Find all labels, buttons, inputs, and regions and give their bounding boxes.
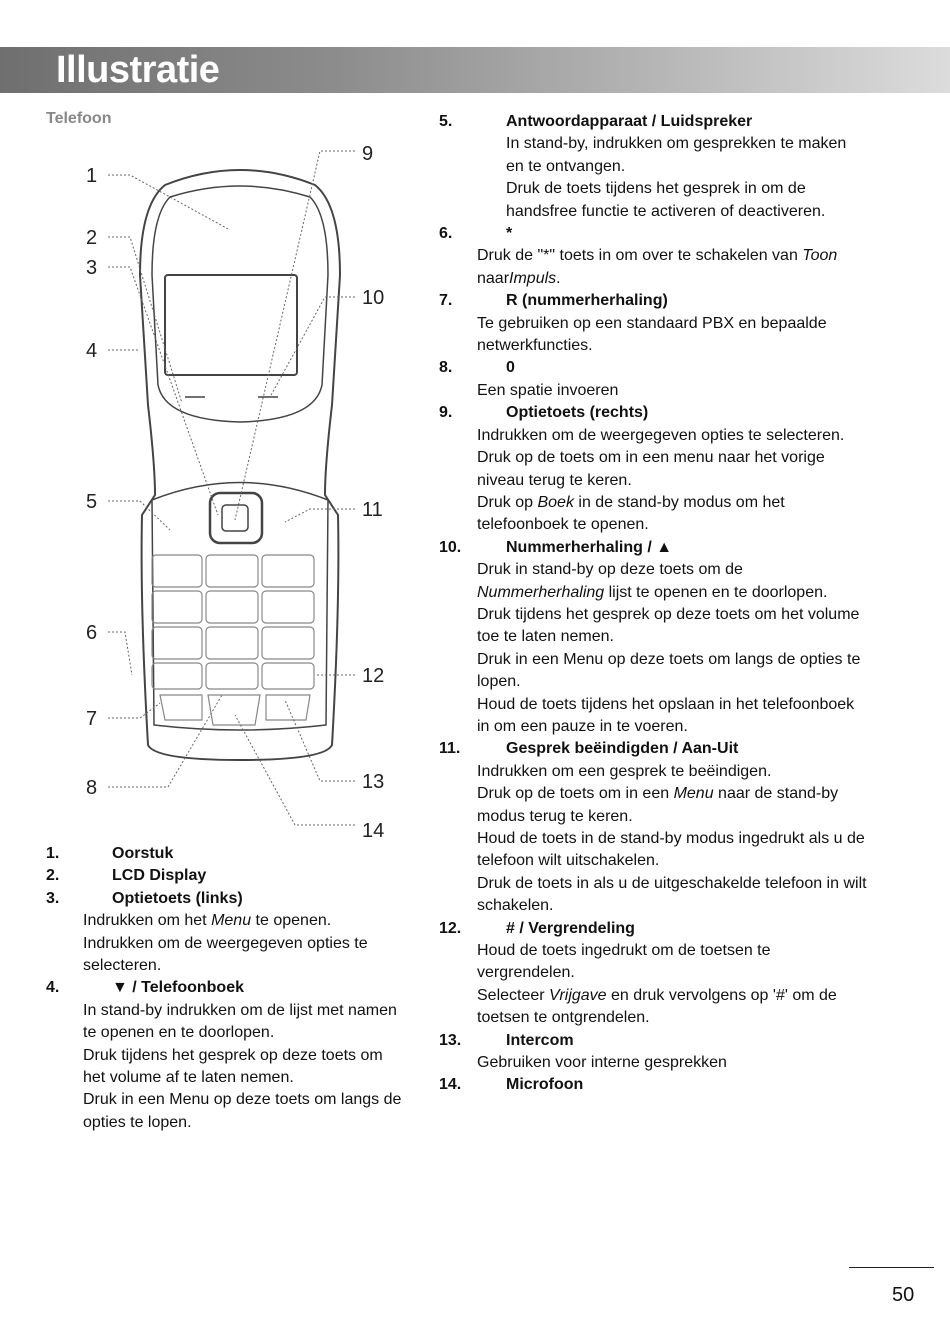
text-run: Druk de "*" toets in om over te schakelen van	[477, 247, 803, 265]
description-line	[477, 380, 909, 402]
text-run: Druk de toets in als u de uitgeschakelde telefoon in wilt	[477, 874, 867, 892]
text-run: toetsen te ontgrendelen.	[477, 1009, 650, 1027]
page-number: 50	[892, 1284, 915, 1306]
description-line	[477, 604, 909, 626]
text-run: Indrukken om de weergegeven opties te selecteren.	[477, 426, 845, 444]
emphasis-text: Menu	[673, 785, 714, 803]
item-description	[439, 559, 909, 738]
callout-8: 8	[86, 777, 98, 799]
item-number: 12.	[439, 919, 462, 937]
description-line	[506, 201, 909, 223]
description-line	[477, 268, 909, 290]
item-title: Intercom	[506, 1031, 574, 1049]
item-number: 11.	[439, 740, 461, 758]
description-line	[477, 783, 909, 805]
text-run: Indrukken om de weergegeven opties te	[83, 934, 368, 952]
list-item	[439, 738, 909, 917]
description-line	[477, 492, 909, 514]
description-line	[477, 582, 909, 604]
callout-11: 11	[362, 499, 383, 521]
description-line	[83, 933, 436, 955]
text-run: en te ontvangen.	[506, 157, 626, 175]
phone-upper-panel	[152, 186, 328, 422]
text-run: Druk in stand-by op deze toets om de	[477, 561, 743, 579]
text-run: In stand-by, indrukken om gesprekken te maken	[506, 135, 847, 153]
description-line	[477, 873, 909, 895]
emphasis-text: Boek	[537, 493, 574, 511]
text-run: lopen.	[477, 673, 521, 691]
description-line	[506, 156, 909, 178]
text-run: Houd de toets tijdens het opslaan in het telefoonboek	[477, 695, 855, 713]
description-line	[477, 425, 909, 447]
description-line	[506, 133, 909, 155]
description-line	[83, 1067, 436, 1089]
item-description	[439, 1052, 909, 1074]
text-run: modus terug te keren.	[477, 807, 633, 825]
description-line	[83, 1089, 436, 1111]
item-number: 4.	[46, 979, 60, 997]
description-line	[83, 955, 436, 977]
item-description	[439, 761, 909, 918]
item-description	[439, 313, 909, 358]
callout-5: 5	[86, 491, 98, 513]
lcd-screen	[165, 275, 297, 375]
item-number: 13.	[439, 1031, 462, 1049]
description-line	[477, 985, 909, 1007]
description-line	[477, 447, 909, 469]
list-item	[46, 865, 436, 887]
description-line	[477, 514, 909, 536]
text-run: Selecteer	[477, 986, 550, 1004]
item-title: LCD Display	[112, 867, 207, 885]
text-run: Druk tijdens het gesprek op deze toets om het volume	[477, 605, 860, 623]
item-description	[46, 1000, 436, 1134]
emphasis-text: Vrijgave	[549, 986, 607, 1004]
text-run: handsfree functie te activeren of deactiveren.	[506, 202, 826, 220]
item-title: *	[506, 225, 513, 243]
item-number: 9.	[439, 404, 453, 422]
item-title: Microfoon	[506, 1076, 584, 1094]
description-line	[477, 1007, 909, 1029]
callout-13: 13	[362, 771, 385, 793]
text-run: lijst te openen en te doorlopen.	[604, 583, 828, 601]
item-title: Nummerherhaling / ▲	[506, 538, 673, 556]
item-number: 5.	[439, 113, 453, 130]
description-line	[477, 962, 909, 984]
description-line	[477, 716, 909, 738]
item-number: 1.	[46, 845, 60, 862]
item-number: 2.	[46, 867, 60, 885]
text-run: in de stand-by modus om het	[573, 493, 785, 511]
description-line	[477, 850, 909, 872]
item-description	[439, 380, 909, 402]
item-description	[439, 425, 909, 537]
callout-10: 10	[362, 287, 385, 309]
text-run: Te gebruiken op een standaard PBX en bepaalde	[477, 314, 827, 332]
left-column	[46, 843, 436, 1134]
text-run: telefoon wilt uitschakelen.	[477, 852, 660, 870]
description-line	[477, 671, 909, 693]
item-title: Optietoets (links)	[112, 889, 243, 907]
text-run: naar	[477, 269, 510, 287]
list-item	[439, 290, 909, 357]
description-line	[477, 1052, 909, 1074]
emphasis-text: Nummerherhaling	[477, 583, 605, 601]
text-run: In stand-by indrukken om de lijst met namen	[83, 1001, 397, 1019]
callout-14: 14	[362, 820, 385, 842]
nav-key	[210, 493, 262, 543]
text-run: Druk in een Menu op deze toets om langs de	[83, 1091, 402, 1109]
description-line	[477, 761, 909, 783]
item-description	[46, 910, 436, 977]
page-number-rule	[849, 1267, 934, 1268]
callout-6: 6	[86, 622, 98, 644]
text-run: opties te lopen.	[83, 1113, 192, 1131]
text-run: Druk tijdens het gesprek op deze toets om	[83, 1046, 383, 1064]
description-line	[83, 1022, 436, 1044]
emphasis-text: Impuls	[509, 269, 557, 287]
text-run: Gebruiken voor interne gesprekken	[477, 1054, 727, 1072]
callout-7: 7	[86, 708, 98, 730]
text-run: naar de stand-by	[713, 785, 839, 803]
callout-12: 12	[362, 665, 385, 687]
description-line	[83, 1112, 436, 1134]
item-number: 3.	[46, 889, 60, 907]
list-item	[439, 918, 909, 1030]
item-title: R (nummerherhaling)	[506, 292, 668, 310]
item-number: 8.	[439, 359, 453, 377]
callout-9: 9	[362, 143, 374, 165]
text-run: telefoonboek te openen.	[477, 516, 649, 534]
description-line	[477, 313, 909, 335]
text-run: niveau terug te keren.	[477, 471, 632, 489]
page-header	[0, 47, 950, 93]
text-run: Indrukken om het	[83, 912, 212, 930]
list-item	[439, 223, 909, 290]
description-line	[477, 895, 909, 917]
item-title: Optietoets (rechts)	[506, 404, 649, 422]
description-line	[477, 626, 909, 648]
list-item	[439, 1030, 909, 1075]
item-title: ▼ / Telefoonboek	[112, 979, 244, 997]
description-line	[83, 1045, 436, 1067]
text-run: netwerkfuncties.	[477, 337, 593, 355]
emphasis-text: Menu	[211, 912, 252, 930]
text-run: te openen.	[251, 912, 332, 930]
text-run: vergrendelen.	[477, 964, 575, 982]
section-label: Telefoon	[46, 110, 112, 127]
text-run: selecteren.	[83, 957, 162, 975]
text-run: en druk vervolgens op '#' om de	[606, 986, 837, 1004]
list-item	[46, 977, 436, 1134]
callout-3: 3	[86, 257, 98, 279]
list-item	[46, 888, 436, 978]
text-run: het volume af te laten nemen.	[83, 1069, 294, 1087]
text-run: Indrukken om een gesprek te beëindigen.	[477, 762, 772, 780]
description-line	[477, 335, 909, 357]
callout-2: 2	[86, 227, 98, 249]
list-item	[439, 111, 909, 223]
item-title: Antwoordapparaat / Luidspreker	[506, 113, 753, 130]
text-run: Druk op de toets om in een	[477, 785, 674, 803]
text-run: Een spatie invoeren	[477, 381, 619, 399]
keypad-panel	[152, 483, 328, 731]
list-item	[46, 843, 436, 865]
list-item	[439, 537, 909, 739]
text-run: .	[556, 269, 561, 287]
item-title: # / Vergrendeling	[506, 919, 635, 937]
description-line	[477, 470, 909, 492]
item-number: 14.	[439, 1076, 462, 1094]
text-run: Druk de toets tijdens het gesprek in om de	[506, 180, 806, 198]
item-description	[439, 940, 909, 1030]
text-run: schakelen.	[477, 897, 554, 915]
callout-1: 1	[86, 165, 98, 187]
description-line	[506, 178, 909, 200]
callout-4: 4	[86, 340, 98, 362]
description-line	[83, 910, 436, 932]
description-line	[477, 559, 909, 581]
text-run: toe te laten nemen.	[477, 628, 614, 646]
right-column	[439, 111, 909, 1097]
description-line	[477, 694, 909, 716]
text-run: Druk op	[477, 493, 538, 511]
text-run: Druk in een Menu op deze toets om langs de opties te	[477, 650, 861, 668]
item-number: 6.	[439, 225, 453, 243]
page-title: Illustratie	[56, 49, 220, 91]
text-run: Houd de toets in de stand-by modus ingedrukt als u de	[477, 830, 865, 847]
phone-illustration	[70, 135, 410, 845]
phone-body-outline	[140, 170, 340, 760]
item-description	[439, 245, 909, 290]
description-line	[83, 1000, 436, 1022]
list-item	[439, 402, 909, 536]
list-item	[439, 357, 909, 402]
item-description	[439, 133, 909, 223]
text-run: Houd de toets ingedrukt om de toetsen te	[477, 942, 771, 960]
item-number: 7.	[439, 292, 453, 310]
item-title: 0	[506, 359, 515, 377]
item-number: 10.	[439, 538, 462, 556]
text-run: Druk op de toets om in een menu naar het vorige	[477, 449, 825, 467]
text-run: in om een pauze in te voeren.	[477, 717, 688, 735]
item-title: Oorstuk	[112, 845, 174, 862]
list-item	[439, 1074, 909, 1096]
text-run: te openen en te doorlopen.	[83, 1024, 275, 1042]
description-line	[477, 940, 909, 962]
description-line	[477, 828, 909, 850]
description-line	[477, 806, 909, 828]
item-title: Gesprek beëindigden / Aan-Uit	[506, 740, 739, 758]
emphasis-text: Toon	[802, 247, 838, 265]
description-line	[477, 245, 909, 267]
description-line	[477, 649, 909, 671]
